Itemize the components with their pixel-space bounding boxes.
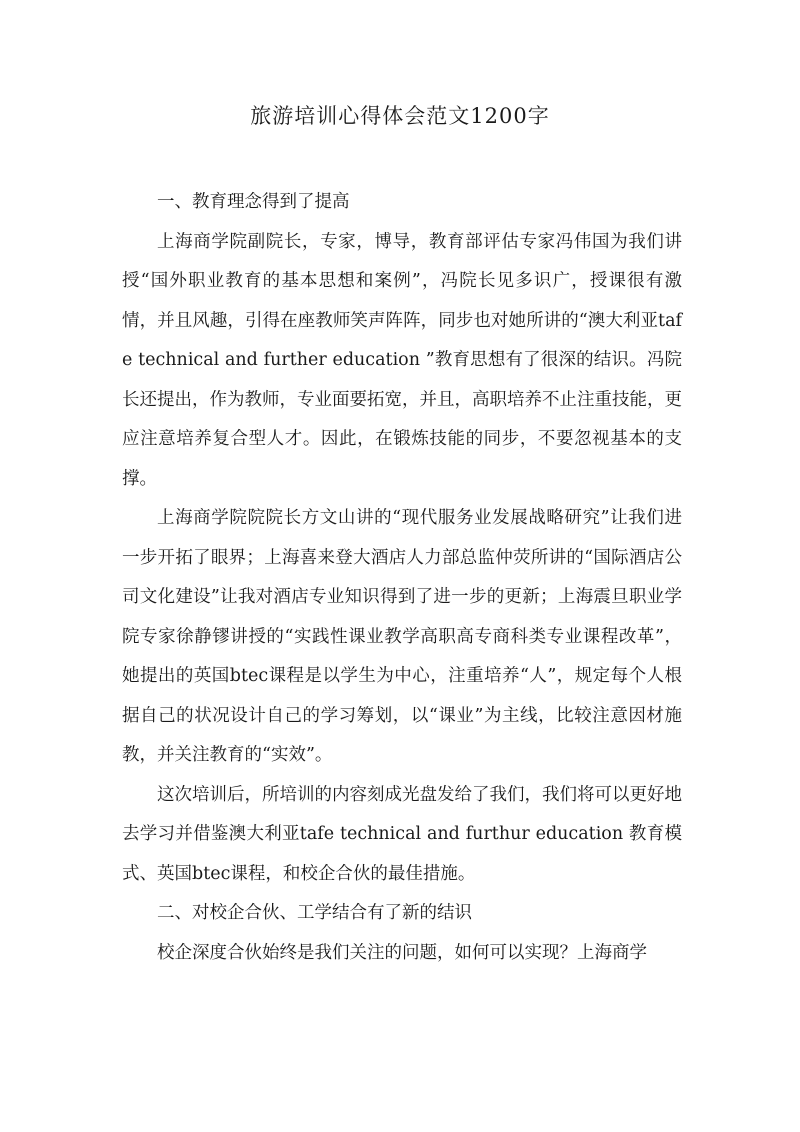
document-title: 旅游培训心得体会范文1200字 xyxy=(250,104,550,128)
paragraph-2: 上海商学院院院长方文山讲的“现代服务业发展战略研究”让我们进一步开拓了眼界；上海喜来登大酒店人力部总监仲荧所讲的“国际酒店公司文化建设”让我对酒店专业知识得到了进一步的更新；上海震旦职业学院专家徐静镠讲授的“实践性课业教学高职高专商科类专业课程改革”，她提出的英国btec课程是以学生为中心，注重培养“人”，规定每个人根据自己的状况设计自己的学习筹划，以“课业”为主线，比较注意因材施教，并关注教育的“实效”。 xyxy=(122,508,682,765)
paragraph-4: 校企深度合伙始终是我们关注的问题，如何可以实现？上海商学 xyxy=(157,942,647,963)
section-heading-1: 一、教育理念得到了提高 xyxy=(157,192,350,212)
paragraph-3: 这次培训后，所培训的内容刻成光盘发给了我们，我们将可以更好地去学习并借鉴澳大利亚tafe technical and furthur education 教育模式、英国btec课程，和校企合伙的最佳措施。 xyxy=(122,784,682,884)
paragraph-1: 上海商学院副院长，专家，博导，教育部评估专家冯伟国为我们讲授“国外职业教育的基本思想和案例”，冯院长见多识广，授课很有激情，并且风趣，引得在座教师笑声阵阵，同步也对她所讲的“澳大利亚tafe technical and further education ”教育思想有了很深的结识。冯院长还提出，作为教师，专业面要拓宽，并且，高职培养不止注重技能，更应注意培养复合型人才。因此，在锻炼技能的同步，不要忽视基本的支撑。 xyxy=(122,231,682,489)
section-heading-2: 二、对校企合伙、工学结合有了新的结识 xyxy=(157,903,472,923)
document-body xyxy=(122,183,682,973)
